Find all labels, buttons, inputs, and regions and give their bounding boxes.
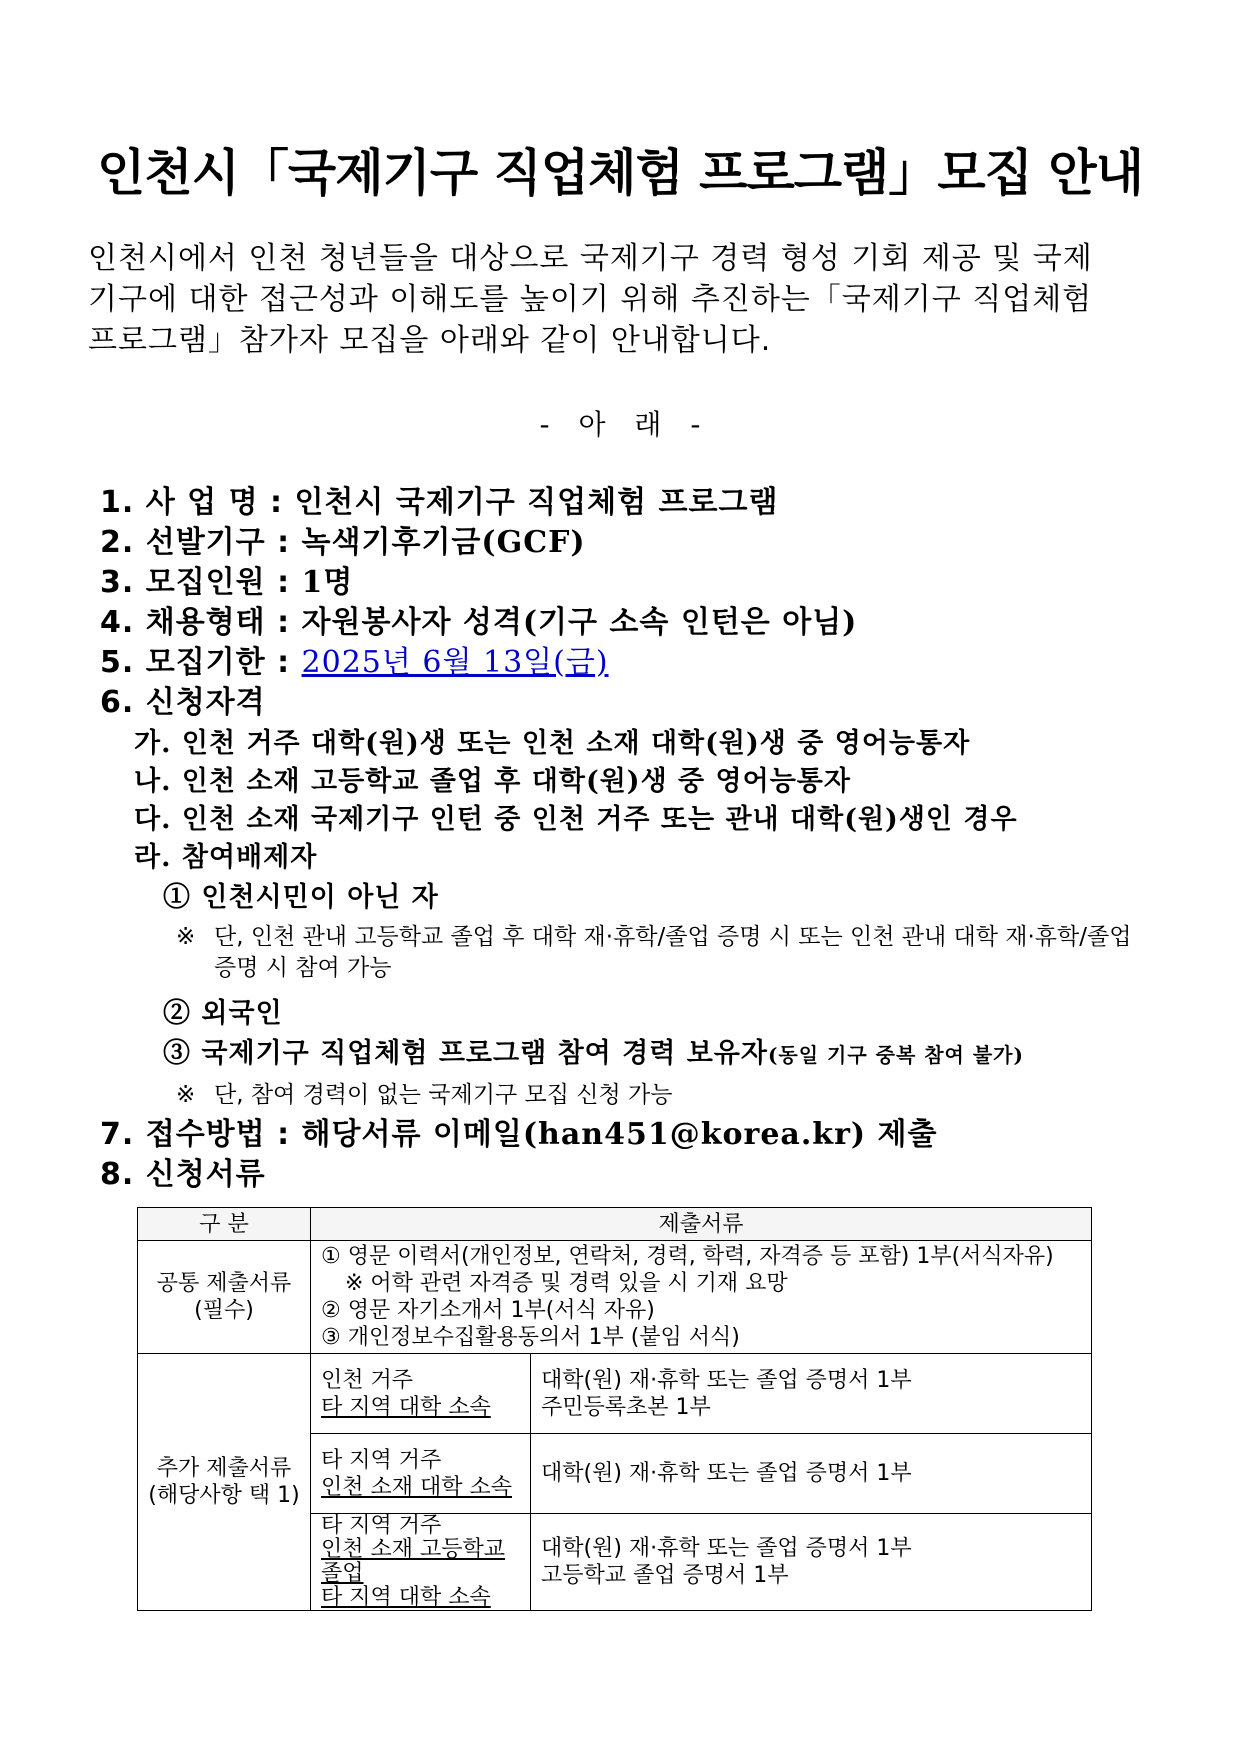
table-row	[138, 1354, 1092, 1434]
intro-paragraph	[88, 238, 1152, 361]
item-headcount	[100, 563, 353, 603]
intro-line: 프로그램」참가자 모집을 아래와 같이 안내합니다.	[88, 323, 772, 358]
deadline-link[interactable]: 2025년 6월 13일(금)	[301, 645, 609, 680]
item-label: 8. 신청서류	[100, 1157, 266, 1192]
item-label: 1. 사 업 명 :	[100, 485, 295, 520]
condition-line: 타 지역 거주	[321, 1447, 442, 1473]
condition-line: 타 지역 대학 소속	[321, 1394, 491, 1420]
document-line: ③ 개인정보수집활용동의서 1부 (붙임 서식)	[321, 1325, 740, 1350]
document-line: 대학(원) 재·휴학 또는 졸업 증명서 1부	[541, 1536, 912, 1561]
item-label: 2. 선발기구 :	[100, 525, 302, 560]
table-header-category: 구 분	[138, 1208, 311, 1241]
item-project-name	[100, 483, 778, 523]
documents-cell	[311, 1241, 1092, 1354]
note-text: 단, 참여 경력이 없는 국제기구 모집 신청 가능	[214, 1082, 673, 1108]
document-line: 고등학교 졸업 증명서 1부	[541, 1563, 789, 1588]
item-value: 인천시 국제기구 직업체험 프로그램	[294, 485, 779, 520]
item-submission-method	[100, 1115, 937, 1155]
item-value: 녹색기후기금(GCF)	[301, 525, 586, 560]
condition-line: 인천 소재 고등학교 졸업	[321, 1537, 506, 1586]
item-documents	[100, 1155, 266, 1195]
item-deadline	[100, 643, 609, 683]
exclusion-3-note	[176, 1080, 1152, 1111]
note-text: 단, 인천 관내 고등학교 졸업 후 대학 재·휴학/졸업 증명 시 또는 인천 관내 대학 재·휴학/졸업 증명 시 참여 가능	[214, 924, 1132, 981]
table-header-row	[138, 1208, 1092, 1241]
condition-cell	[311, 1514, 531, 1611]
exclusion-2: ② 외국인	[163, 998, 283, 1029]
page-title: 인천시「국제기구 직업체험 프로그램」모집 안내	[97, 144, 1143, 202]
condition-cell	[311, 1434, 531, 1514]
category-label: 추가 제출서류	[156, 1456, 292, 1481]
condition-cell	[311, 1354, 531, 1434]
item-label: 4. 채용형태 :	[100, 605, 302, 640]
condition-line: 인천 소재 대학 소속	[321, 1474, 512, 1500]
category-label: (필수)	[194, 1298, 254, 1323]
qualification-ra: 라. 참여배제자	[134, 842, 318, 873]
exclusion-1: ① 인천시민이 아닌 자	[163, 882, 439, 913]
item-label: 3. 모집인원 :	[100, 565, 302, 600]
item-value: 해당서류 이메일(han451@korea.kr) 제출	[301, 1117, 938, 1152]
intro-line: 인천시에서 인천 청년들을 대상으로 국제기구 경력 형성 기회 제공 및 국제	[88, 241, 1093, 276]
condition-line: 인천 거주	[321, 1367, 414, 1393]
document-line: 주민등록초본 1부	[541, 1394, 711, 1420]
table-header-documents: 제출서류	[311, 1208, 1092, 1241]
category-cell	[138, 1241, 311, 1354]
qualification-da: 다. 인천 소재 국제기구 인턴 중 인천 거주 또는 관내 대학(원)생인 경우	[134, 804, 1018, 835]
document-line: ① 영문 이력서(개인정보, 연락처, 경력, 학력, 자격증 등 포함) 1부(서식자유)	[321, 1244, 1054, 1269]
qualification-ga: 가. 인천 거주 대학(원)생 또는 인천 소재 대학(원)생 중 영어능통자	[134, 728, 971, 759]
documents-cell	[531, 1354, 1092, 1434]
reference-mark-icon: ※	[176, 924, 196, 950]
exclusion-1-note	[176, 922, 1152, 984]
item-employment-type	[100, 603, 857, 643]
item-label: 6. 신청자격	[100, 685, 266, 720]
qualification-na: 나. 인천 소재 고등학교 졸업 후 대학(원)생 중 영어능통자	[134, 766, 851, 797]
item-value: 1명	[301, 565, 354, 600]
documents-table	[137, 1207, 1092, 1611]
reference-mark-icon: ※	[176, 1082, 196, 1108]
intro-line: 기구에 대한 접근성과 이해도를 높이기 위해 추진하는「국제기구 직업체험	[88, 282, 1093, 317]
item-label: 7. 접수방법 :	[100, 1117, 302, 1152]
section-divider-label: - 아 래 -	[539, 408, 701, 441]
documents-cell	[531, 1514, 1092, 1611]
exclusion-3	[163, 1036, 1024, 1073]
category-label: (해당사항 택 1)	[148, 1483, 300, 1508]
exclusion-3-text: ③ 국제기구 직업체험 프로그램 참여 경력 보유자	[163, 1038, 768, 1069]
exclusion-3-detail: (동일 기구 중복 참여 불가)	[767, 1043, 1024, 1067]
documents-cell	[531, 1434, 1092, 1514]
item-label: 5. 모집기한 :	[100, 645, 302, 680]
item-value: 자원봉사자 성격(기구 소속 인턴은 아님)	[301, 605, 858, 640]
document-note: ※ 어학 관련 자격증 및 경력 있을 시 기재 요망	[345, 1271, 788, 1296]
table-row	[138, 1241, 1092, 1354]
document-line: 대학(원) 재·휴학 또는 졸업 증명서 1부	[541, 1367, 912, 1393]
item-qualifications	[100, 683, 266, 723]
item-organization	[100, 523, 586, 563]
document-line: ② 영문 자기소개서 1부(서식 자유)	[321, 1298, 655, 1323]
condition-line: 타 지역 거주	[321, 1513, 442, 1538]
category-cell	[138, 1354, 311, 1611]
category-label: 공통 제출서류	[156, 1271, 292, 1296]
condition-line: 타 지역 대학 소속	[321, 1585, 491, 1610]
document-line: 대학(원) 재·휴학 또는 졸업 증명서 1부	[541, 1461, 912, 1486]
